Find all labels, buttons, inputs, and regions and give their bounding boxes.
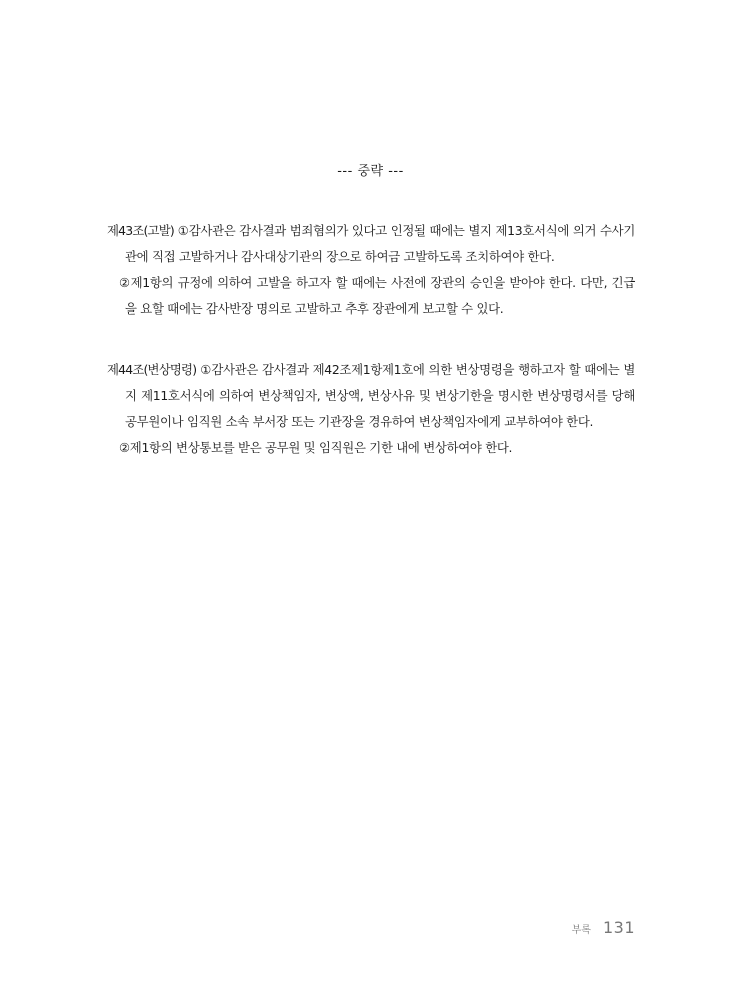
article-44-title: 제44조(변상명령)	[107, 362, 197, 377]
article-43-paragraph-2: ②제1항의 규정에 의하여 고발을 하고자 할 때에는 사전에 장관의 승인을 받아야 한다. 다만, 긴급을 요할 때에는 감사반장 명의로 고발하고 추후 장관에게 보고할 수 있다.	[119, 275, 635, 316]
article-43-paragraph-1	[107, 218, 635, 270]
article-43-paragraph-1-text: ①감사관은 감사결과 범죄혐의가 있다고 인정될 때에는 별지 제13호서식에 의거 수사기관에 직접 고발하거나 감사대상기관의 장으로 하여금 고발하도록 조치하여야 한다.	[125, 223, 636, 264]
article-44-paragraph-1-text: ①감사관은 감사결과 제42조제1항제1호에 의한 변상명령을 행하고자 할 때에는 별지 제11호서식에 의하여 변상책임자, 변상액, 변상사유 및 변상기한을 명시한 변상명령서를 당해 공무원이나 임직원 소속 부서장 또는 기관장을 경유하여 변상책임자에게 교부하여야 한다.	[125, 362, 636, 429]
omission-marker: --- 중략 ---	[337, 164, 404, 179]
article-44-paragraph-1	[107, 357, 635, 435]
article-44	[107, 357, 635, 461]
article-44-paragraph-2: ②제1항의 변상통보를 받은 공무원 및 임직원은 기한 내에 변상하여야 한다.	[119, 440, 513, 455]
footer-label: 부록	[571, 925, 591, 936]
article-43	[107, 218, 635, 322]
article-43-title: 제43조(고발)	[107, 223, 174, 238]
page-footer	[572, 918, 635, 937]
page-number: 131	[602, 918, 635, 937]
